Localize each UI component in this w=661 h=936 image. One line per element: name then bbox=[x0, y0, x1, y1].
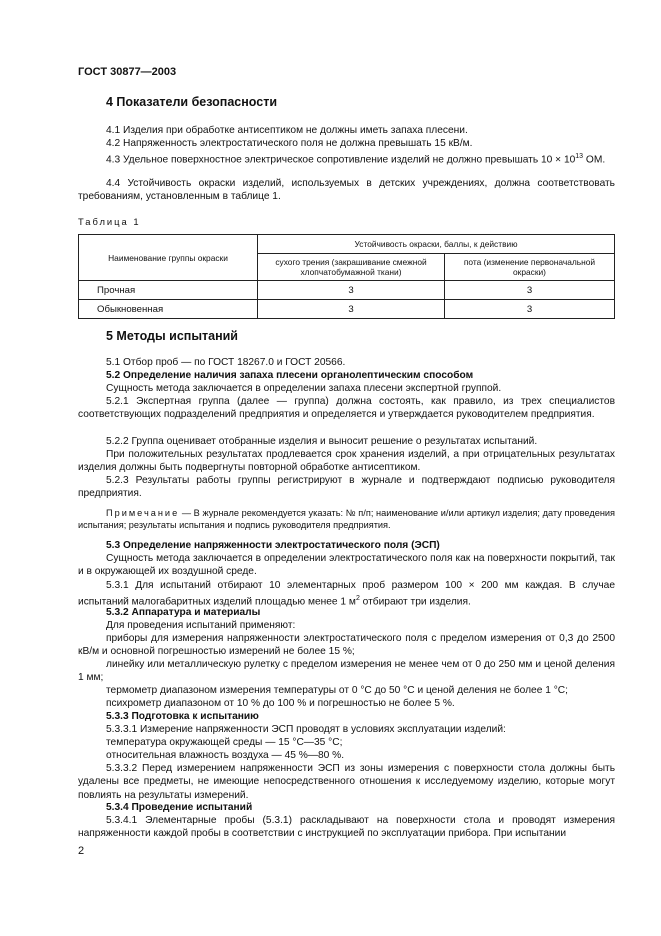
paragraph-5-3-3-1-humidity: относительная влажность воздуха — 45 %—80 %. bbox=[106, 750, 345, 761]
row-value-a: 3 bbox=[258, 300, 445, 319]
paragraph-5-3-2-ruler: линейку или металлическую рулетку с пределом измерения не менее чем от 0 до 250 мм и ценой деления 1 мм; bbox=[78, 659, 615, 684]
paragraph-4-4: 4.4 Устойчивость окраски изделий, используемых в детских учреждениях, должна соответствовать требованиям, установленным в таблице 1. bbox=[78, 178, 615, 203]
paragraph-5-2-2: 5.2.2 Группа оценивает отобранные изделия и выносит решение о результатах испытаний. bbox=[106, 436, 538, 447]
table-1 bbox=[78, 234, 615, 319]
table-row bbox=[79, 300, 615, 319]
table-header-row bbox=[79, 235, 615, 254]
exponent: 2 bbox=[355, 595, 360, 603]
row-name: Обыкновенная bbox=[79, 300, 258, 319]
paragraph-5-3-3-1-temp: температура окружающей среды — 15 °С—35 °С; bbox=[106, 737, 343, 748]
paragraph-5-3-3-1: 5.3.3.1 Измерение напряженности ЭСП проводят в условиях эксплуатации изделий: bbox=[106, 724, 506, 735]
paragraph-5-3-2-intro: Для проведения испытаний применяют: bbox=[106, 620, 296, 631]
section-4-title: 4 Показатели безопасности bbox=[106, 95, 278, 109]
table-row bbox=[79, 281, 615, 300]
heading-5-3-2: 5.3.2 Аппаратура и материалы bbox=[106, 607, 261, 618]
heading-5-2: 5.2 Определение наличия запаха плесени органолептическим способом bbox=[106, 370, 474, 381]
heading-5-3-3: 5.3.3 Подготовка к испытанию bbox=[106, 711, 259, 722]
heading-5-3: 5.3 Определение напряженности электростатического поля (ЭСП) bbox=[106, 540, 440, 551]
document-header: ГОСТ 30877—2003 bbox=[78, 66, 177, 78]
paragraph-5-3-4-1: 5.3.4.1 Элементарные пробы (5.3.1) раскладывают на поверхности стола и проводят измерения напряженности каждой пробы в соответствии с инструкцией по эксплуатации прибора. При испытании bbox=[78, 815, 615, 840]
header-cell-name: Наименование группы окраски bbox=[79, 235, 258, 281]
paragraph-5-3-2-instrument: приборы для измерения напряженности электростатического поля с пределом измерения от 0,3 до 2500 кВ/м и основной погрешностью измерений не более 15 %; bbox=[78, 633, 615, 658]
paragraph-5-2-1: 5.2.1 Экспертная группа (далее — группа) должна состоять, как правило, из трех специалистов соответствующих подразделений предприятия и определяется и утверждается руководителем предприятия. bbox=[78, 396, 615, 421]
header-cell-dry-friction: сухого трения (закрашивание смежной хлопчатобумажной ткани) bbox=[258, 254, 445, 281]
row-value-b: 3 bbox=[445, 300, 615, 319]
paragraph-5-2-3: 5.2.3 Результаты работы группы регистрируют в журнале и подтверждают подписью руководителя предприятия. bbox=[78, 475, 615, 500]
note: Примечание — В журнале рекомендуется указать: № п/п; наименование и/или артикул изделия; дату проведения испытания; результаты испытания и подпись руководителя предприятия. bbox=[78, 508, 615, 531]
paragraph-5-3-intro: Сущность метода заключается в определении электростатического поля как на поверхности покрытий, так и в окружающей их воздушной среде. bbox=[78, 553, 615, 578]
row-value-b: 3 bbox=[445, 281, 615, 300]
heading-5-3-4: 5.3.4 Проведение испытаний bbox=[106, 802, 253, 813]
paragraph-4-3: 4.3 Удельное поверхностное электрическое сопротивление изделий не должно превышать $10 \times 10^{13}$ ОМ. bbox=[106, 153, 606, 166]
table-caption: Таблица 1 bbox=[78, 216, 141, 227]
header-cell-sweat: пота (изменение первоначальной окраски) bbox=[445, 254, 615, 281]
paragraph-5-2-intro: Сущность метода заключается в определении запаха плесени экспертной группой. bbox=[106, 383, 502, 394]
row-name: Прочная bbox=[79, 281, 258, 300]
paragraph-4-1: 4.1 Изделия при обработке антисептиком не должны иметь запаха плесени. bbox=[106, 125, 468, 136]
paragraph-5-3-3-2: 5.3.3.2 Перед измерением напряженности ЭСП из зоны измерения с поверхности стола должны быть удалены все предметы, не имеющие непосредственного отношения к исследуемому изделию, которые могут повлиять на результаты измерений. bbox=[78, 763, 615, 801]
note-label: Примечание bbox=[106, 508, 180, 518]
paragraph-5-1: 5.1 Отбор проб — по ГОСТ 18267.0 и ГОСТ 20566. bbox=[106, 357, 346, 368]
paragraph-5-3-1: 5.3.1 Для испытаний отбирают 10 элементарных проб размером 100 × 200 мм каждая. В случае испытаний малогабаритных изделий площадью менее 1 $м^2$ отбирают три изделия. bbox=[78, 580, 615, 608]
section-5-title: 5 Методы испытаний bbox=[106, 329, 238, 343]
header-cell-group: Устойчивость окраски, баллы, к действию bbox=[258, 235, 615, 254]
paragraph-5-3-2-psychrometer: психрометр диапазоном от 10 % до 100 % и погрешностью не более 5 %. bbox=[106, 698, 455, 709]
exponent: 13 bbox=[575, 153, 584, 160]
paragraph-5-2-2-cont: При положительных результатах продлевается срок хранения изделий, а при отрицательных результатах изделия должны быть подвергнуты повторной обработке антисептиком. bbox=[78, 449, 615, 474]
paragraph-4-2: 4.2 Напряженность электростатического поля не должна превышать 15 кВ/м. bbox=[106, 138, 473, 149]
page-number: 2 bbox=[78, 845, 85, 857]
paragraph-5-3-2-thermometer: термометр диапазоном измерения температуры от 0 °С до 50 °С и ценой деления не более 1 °С; bbox=[106, 685, 568, 696]
row-value-a: 3 bbox=[258, 281, 445, 300]
